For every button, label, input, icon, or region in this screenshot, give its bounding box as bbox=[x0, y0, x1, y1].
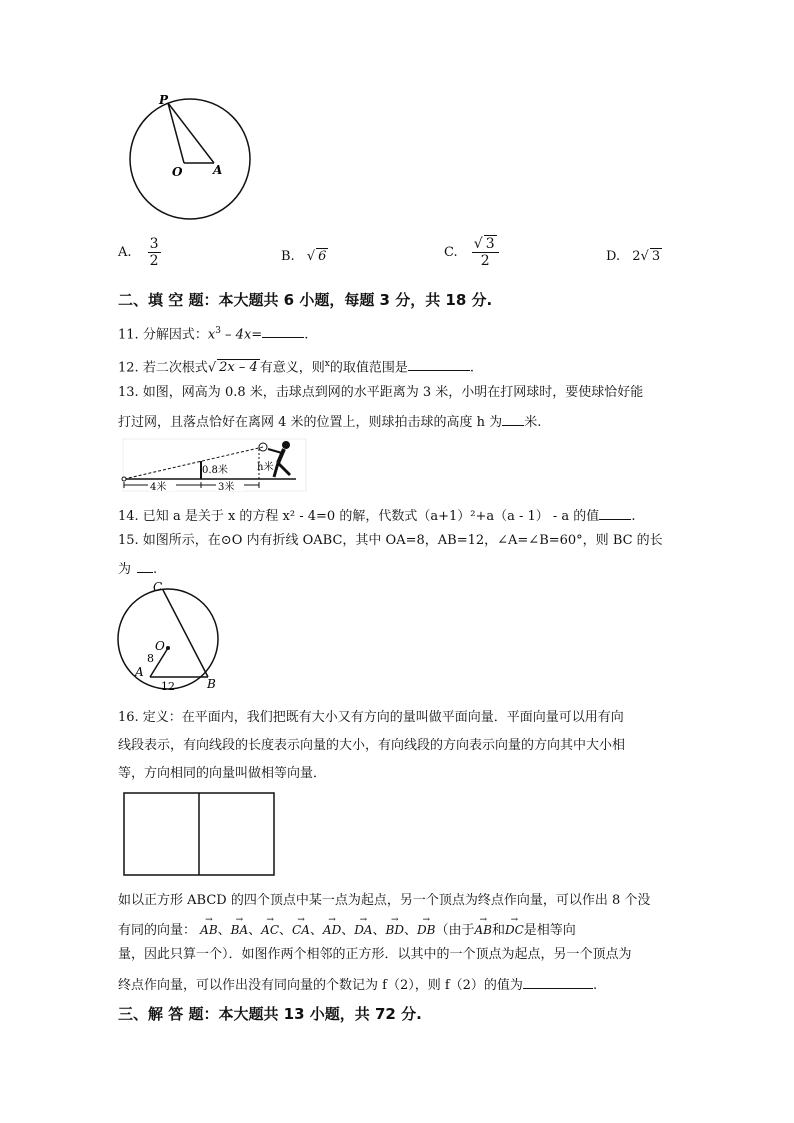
section-2-heading: 二、填 空 题：本大题共 6 小题，每题 3 分，共 18 分. bbox=[118, 291, 493, 309]
vector-ad: AD bbox=[322, 923, 342, 937]
circle-outline bbox=[130, 99, 250, 219]
choice-c bbox=[444, 236, 499, 269]
q16-line-5-pre: 有同的向量： bbox=[118, 923, 197, 938]
q15-line-2-text: 为 bbox=[118, 562, 132, 577]
label-oa-length: 8 bbox=[147, 652, 154, 665]
vector-ac: AC bbox=[261, 923, 280, 937]
question-12: 12. 若二次根式√ 2x – 4 有意义，则$^x$的取值范围是 . bbox=[118, 359, 475, 376]
choice-a-numerator: 3 bbox=[149, 236, 159, 252]
q16-line-5-mid: （由于 bbox=[435, 923, 475, 938]
q16-line-4: 如以正方形 ABCD 的四个顶点中某一点为起点，另一个顶点为终点作向量，可以作出 8 个没 bbox=[118, 893, 651, 908]
q15-line-2 bbox=[118, 560, 157, 579]
tennis-figure bbox=[118, 437, 308, 497]
choice-d-radicand: 3 bbox=[651, 249, 661, 264]
label-net-height: 0.8米 bbox=[202, 465, 228, 476]
q15-answer-blank[interactable] bbox=[137, 560, 153, 573]
q13-line-2 bbox=[118, 413, 541, 432]
q16-line-7-end: . bbox=[592, 978, 598, 993]
choice-a-fraction bbox=[148, 236, 161, 269]
choice-d-label: D. bbox=[606, 249, 621, 264]
q11-number: 11. bbox=[118, 327, 139, 343]
vector-ba: BA bbox=[230, 923, 249, 937]
circle-oabc-figure bbox=[115, 580, 230, 695]
vector-ab: AB bbox=[200, 923, 218, 937]
q11-text: 分解因式： bbox=[142, 327, 208, 343]
q14-end: . bbox=[631, 509, 636, 524]
q14-text: 14. 已知 a 是关于 x 的方程 x² - 4=0 的解，代数式（a+1）²+a（a - 1） - a 的值 bbox=[118, 509, 600, 524]
q16-line-7 bbox=[118, 976, 597, 995]
label-4m: 4米 bbox=[150, 482, 167, 493]
label-3m: 3米 bbox=[218, 482, 235, 493]
choice-a-denominator: 2 bbox=[149, 253, 159, 269]
choice-c-denominator: 2 bbox=[480, 253, 490, 269]
choice-c-radicand: 3 bbox=[485, 236, 495, 252]
q16-line-5: 有同的向量： → AB、 → BA、 → AC、 → CA、 → AD、 → DA、 → BD、 → DB（由于 → AB和 → DC是相等向 bbox=[118, 915, 576, 938]
question-11 bbox=[118, 322, 308, 344]
segment-po bbox=[168, 103, 184, 163]
q16-line-3: 等，方向相同的向量叫做相等向量． bbox=[118, 766, 327, 781]
player-head-icon bbox=[282, 441, 290, 449]
segment-bc bbox=[163, 590, 208, 677]
circle-outline bbox=[118, 589, 218, 689]
label-h: h米 bbox=[257, 462, 274, 473]
q11-expr-base: x bbox=[207, 327, 216, 343]
q11-end: . bbox=[304, 327, 309, 343]
q11-expr-exp: 3 bbox=[215, 326, 221, 336]
q12-radicand: 2x – 4 bbox=[219, 360, 258, 376]
q12-pre: 若二次根式 bbox=[142, 360, 208, 376]
question-14 bbox=[118, 507, 635, 526]
q15-line-1: 15. 如图所示，在⊙O 内有折线 OABC，其中 OA=8，AB=12，∠A=∠B=60°，则 BC 的长 bbox=[118, 533, 663, 548]
choice-c-label: C. bbox=[444, 245, 458, 260]
label-b: B bbox=[207, 677, 216, 691]
circle-pao-figure bbox=[115, 90, 265, 225]
q16-line-2: 线段表示，有向线段的长度表示向量的大小，有向线段的方向表示向量的方向其中大小相 bbox=[118, 738, 626, 753]
q12-var: x bbox=[324, 359, 330, 369]
label-p: P bbox=[159, 93, 169, 107]
label-a: A bbox=[135, 665, 144, 679]
player-leg-left-icon bbox=[274, 463, 278, 477]
q15-end: . bbox=[153, 562, 158, 577]
q16-line-7-text: 终点作向量，可以作出没有同向量的个数记为 f（2），则 f（2）的值为 bbox=[118, 978, 523, 993]
choice-b: B. √ 6 bbox=[281, 249, 327, 264]
q16-answer-blank[interactable] bbox=[523, 976, 593, 989]
choice-a-label: A. bbox=[118, 245, 132, 260]
vector-ca: CA bbox=[292, 923, 310, 937]
q16-line-6: 量，因此只算一个）．如图作两个相邻的正方形．以其中的一个顶点为起点，另一个顶点为 bbox=[118, 947, 632, 962]
section-3-heading: 三、解 答 题：本大题共 13 小题，共 72 分. bbox=[118, 1005, 422, 1023]
q16-and: 和 bbox=[491, 923, 505, 938]
vector-eq-dc: DC bbox=[504, 923, 524, 937]
segment-pa bbox=[168, 103, 214, 163]
vector-eq-ab: AB bbox=[474, 923, 492, 937]
label-o: O bbox=[155, 639, 165, 653]
ball-trajectory bbox=[124, 447, 263, 479]
player-arm-icon bbox=[268, 449, 282, 453]
vector-bd: BD bbox=[385, 923, 404, 937]
q11-expr-rest: – 4x= bbox=[220, 327, 263, 343]
q16-line-5-post: 是相等向 bbox=[523, 923, 576, 938]
choice-b-label: B. bbox=[281, 249, 295, 264]
label-a: A bbox=[213, 163, 223, 177]
label-o: O bbox=[172, 165, 183, 179]
player-leg-right-icon bbox=[278, 463, 290, 475]
q12-end: . bbox=[469, 360, 475, 376]
q12-mid: 有意义，则 bbox=[259, 360, 325, 376]
q13-line-2-text: 打过网，且落点恰好在离网 4 米的位置上，则球拍击球的高度 h 为 bbox=[118, 415, 503, 430]
two-squares-figure bbox=[122, 790, 277, 878]
q13-line-1: 13. 如图，网高为 0.8 米，击球点到网的水平距离为 3 米，小明在打网球时，要使球恰好能 bbox=[118, 385, 644, 400]
vector-da: DA bbox=[354, 923, 373, 937]
vector-db: DB bbox=[417, 923, 436, 937]
q12-answer-blank[interactable] bbox=[408, 358, 470, 371]
q12-number: 12. bbox=[118, 360, 139, 376]
choice-a bbox=[118, 236, 161, 269]
label-ab-length: 12 bbox=[161, 680, 175, 693]
q12-post: 的取值范围是 bbox=[329, 360, 408, 376]
q11-answer-blank[interactable] bbox=[262, 325, 304, 338]
q13-answer-blank[interactable] bbox=[502, 413, 524, 426]
q13-line-2-end: 米. bbox=[524, 415, 542, 430]
q14-answer-blank[interactable] bbox=[599, 507, 631, 520]
choice-d-coef: 2 bbox=[632, 249, 641, 264]
ball-landing-point bbox=[122, 477, 126, 481]
choice-c-fraction: $\frac{√ 3}{2}$ bbox=[472, 236, 499, 269]
choice-b-radicand: 6 bbox=[318, 249, 327, 264]
label-c: C bbox=[153, 580, 163, 594]
center-point bbox=[166, 646, 170, 650]
choice-d: D. 2√ 3 bbox=[606, 249, 661, 264]
q16-line-1: 16. 定义：在平面内，我们把既有大小又有方向的量叫做平面向量．平面向量可以用有向 bbox=[118, 710, 624, 725]
